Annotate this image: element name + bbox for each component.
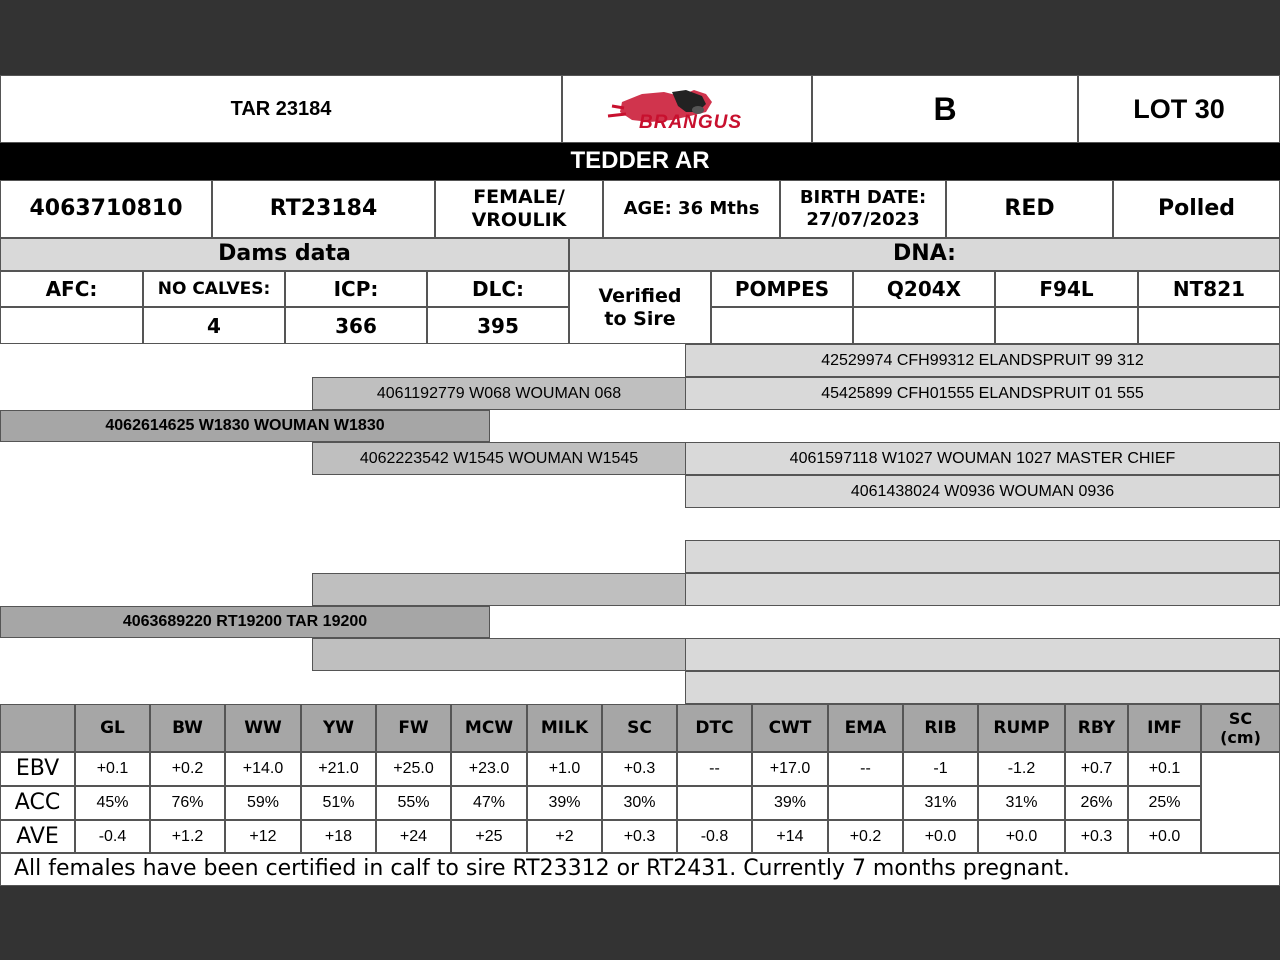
lot-cell: LOT 30 xyxy=(1078,75,1280,143)
ebv-cell: 39% xyxy=(752,786,828,820)
ebv-cell: +2 xyxy=(527,820,602,854)
ebv-cell: +0.7 xyxy=(1065,752,1128,786)
pedigree-dam-sire xyxy=(312,573,686,606)
ebv-row-label: AVE xyxy=(0,820,75,854)
ebv-header-corner xyxy=(0,704,75,752)
animal-name: TEDDER AR xyxy=(0,143,1280,180)
pedigree-sire-dam-sire: 4061597118 W1027 WOUMAN 1027 MASTER CHIEF xyxy=(685,442,1280,475)
pedigree-sire-sire-sire: 42529974 CFH99312 ELANDSPRUIT 99 312 xyxy=(685,344,1280,377)
ebv-column-header: MILK xyxy=(527,704,602,752)
dna-marker-q204x: Q204X xyxy=(853,271,995,307)
ebv-column-header: DTC xyxy=(677,704,752,752)
ebv-column-header: GL xyxy=(75,704,150,752)
age-cell: AGE: 36 Mths xyxy=(603,180,780,238)
no-calves-header: NO CALVES: xyxy=(143,271,285,307)
ebv-column-header: WW xyxy=(225,704,301,752)
ebv-cell: -1 xyxy=(903,752,978,786)
verified-to-sire: Verified to Sire xyxy=(569,271,711,344)
birth-date-label: BIRTH DATE: xyxy=(799,187,927,209)
ebv-cell: 25% xyxy=(1128,786,1201,820)
ebv-cell: 51% xyxy=(301,786,376,820)
ebv-column-header: YW xyxy=(301,704,376,752)
ebv-column-header: FW xyxy=(376,704,451,752)
icp-value: 366 xyxy=(285,307,427,344)
ebv-cell: +12 xyxy=(225,820,301,854)
ebv-cell: +23.0 xyxy=(451,752,527,786)
ebv-cell: +25 xyxy=(451,820,527,854)
no-calves-value: 4 xyxy=(143,307,285,344)
animal-sheet xyxy=(0,75,1280,886)
afc-value xyxy=(0,307,143,344)
pedigree-dam-dam-dam xyxy=(685,671,1280,704)
ebv-cell: 47% xyxy=(451,786,527,820)
ebv-cell: +24 xyxy=(376,820,451,854)
tag-cell: TAR 23184 xyxy=(0,75,562,143)
ebv-cell: +17.0 xyxy=(752,752,828,786)
dna-value-pompes xyxy=(711,307,853,344)
ebv-cell: 26% xyxy=(1065,786,1128,820)
dna-value-f94l xyxy=(995,307,1138,344)
pedigree-dam-sire-sire xyxy=(685,540,1280,573)
ebv-cell: +0.3 xyxy=(602,752,677,786)
ebv-cell: 31% xyxy=(978,786,1065,820)
ebv-cell: +0.1 xyxy=(1128,752,1201,786)
ebv-cell: -1.2 xyxy=(978,752,1065,786)
brangus-logo xyxy=(562,75,812,143)
ebv-cell: 76% xyxy=(150,786,225,820)
sex-cell: FEMALE/ VROULIK xyxy=(435,180,603,238)
ebv-row-label: EBV xyxy=(0,752,75,786)
ebv-column-header: BW xyxy=(150,704,225,752)
ebv-cell xyxy=(828,786,903,820)
ebv-cell: 55% xyxy=(376,786,451,820)
pedigree-dam-sire-dam xyxy=(685,573,1280,606)
ebv-cell: +0.2 xyxy=(150,752,225,786)
ebv-cell: +0.3 xyxy=(602,820,677,854)
dna-title: DNA: xyxy=(569,238,1280,271)
ebv-cell: +14 xyxy=(752,820,828,854)
ebv-cell: -- xyxy=(828,752,903,786)
pedigree-sire-sire: 4061192779 W068 WOUMAN 068 xyxy=(312,377,686,410)
ebv-column-header: SC (cm) xyxy=(1201,704,1280,752)
footer-note: All females have been certified in calf to sire RT23312 or RT2431. Currently 7 months pregnant. xyxy=(0,852,1280,886)
pedigree-sire: 4062614625 W1830 WOUMAN W1830 xyxy=(0,410,490,442)
ebv-cell: 30% xyxy=(602,786,677,820)
dlc-value: 395 xyxy=(427,307,569,344)
ebv-row-label: ACC xyxy=(0,786,75,820)
ebv-cell: 31% xyxy=(903,786,978,820)
ebv-cell: 45% xyxy=(75,786,150,820)
ebv-column-header: RBY xyxy=(1065,704,1128,752)
id-number: 4063710810 xyxy=(0,180,212,238)
ebv-cell: 59% xyxy=(225,786,301,820)
grade-cell: B xyxy=(812,75,1078,143)
dna-value-nt821 xyxy=(1138,307,1280,344)
ebv-column-header: CWT xyxy=(752,704,828,752)
afc-header: AFC: xyxy=(0,271,143,307)
pedigree-sire-sire-dam: 45425899 CFH01555 ELANDSPRUIT 01 555 xyxy=(685,377,1280,410)
pedigree-dam-dam xyxy=(312,638,686,671)
ebv-cell: +0.2 xyxy=(828,820,903,854)
pedigree-dam-dam-sire xyxy=(685,638,1280,671)
logo-wordmark: BRANGUS xyxy=(639,112,743,133)
ebv-column-header: MCW xyxy=(451,704,527,752)
ebv-cell: -0.4 xyxy=(75,820,150,854)
horn-status-cell: Polled xyxy=(1113,180,1280,238)
ebv-cell: +18 xyxy=(301,820,376,854)
reg-number: RT23184 xyxy=(212,180,435,238)
ebv-cell: +1.0 xyxy=(527,752,602,786)
dams-data-title: Dams data xyxy=(0,238,569,271)
ebv-cell: +25.0 xyxy=(376,752,451,786)
ebv-cell: +0.3 xyxy=(1065,820,1128,854)
pedigree-sire-dam-dam: 4061438024 W0936 WOUMAN 0936 xyxy=(685,475,1280,508)
birth-date-cell xyxy=(780,180,946,238)
ebv-cell: -- xyxy=(677,752,752,786)
ebv-cell: +21.0 xyxy=(301,752,376,786)
ebv-cell: +1.2 xyxy=(150,820,225,854)
pedigree-sire-dam: 4062223542 W1545 WOUMAN W1545 xyxy=(312,442,686,475)
ebv-cell: +0.0 xyxy=(1128,820,1201,854)
ebv-column-header: RUMP xyxy=(978,704,1065,752)
icp-header: ICP: xyxy=(285,271,427,307)
ebv-cell: -0.8 xyxy=(677,820,752,854)
dna-marker-pompes: POMPES xyxy=(711,271,853,307)
sc-value-cell xyxy=(1201,752,1280,854)
ebv-cell: +0.1 xyxy=(75,752,150,786)
ebv-cell: +14.0 xyxy=(225,752,301,786)
ebv-cell: +0.0 xyxy=(978,820,1065,854)
dna-marker-nt821: NT821 xyxy=(1138,271,1280,307)
ebv-cell xyxy=(677,786,752,820)
ebv-cell: 39% xyxy=(527,786,602,820)
ebv-column-header: EMA xyxy=(828,704,903,752)
ebv-cell: +0.0 xyxy=(903,820,978,854)
ebv-column-header: SC xyxy=(602,704,677,752)
dna-marker-f94l: F94L xyxy=(995,271,1138,307)
colour-cell: RED xyxy=(946,180,1113,238)
ebv-column-header: IMF xyxy=(1128,704,1201,752)
dlc-header: DLC: xyxy=(427,271,569,307)
dna-value-q204x xyxy=(853,307,995,344)
birth-date-value: 27/07/2023 xyxy=(806,209,920,230)
pedigree-dam: 4063689220 RT19200 TAR 19200 xyxy=(0,606,490,638)
ebv-column-header: RIB xyxy=(903,704,978,752)
